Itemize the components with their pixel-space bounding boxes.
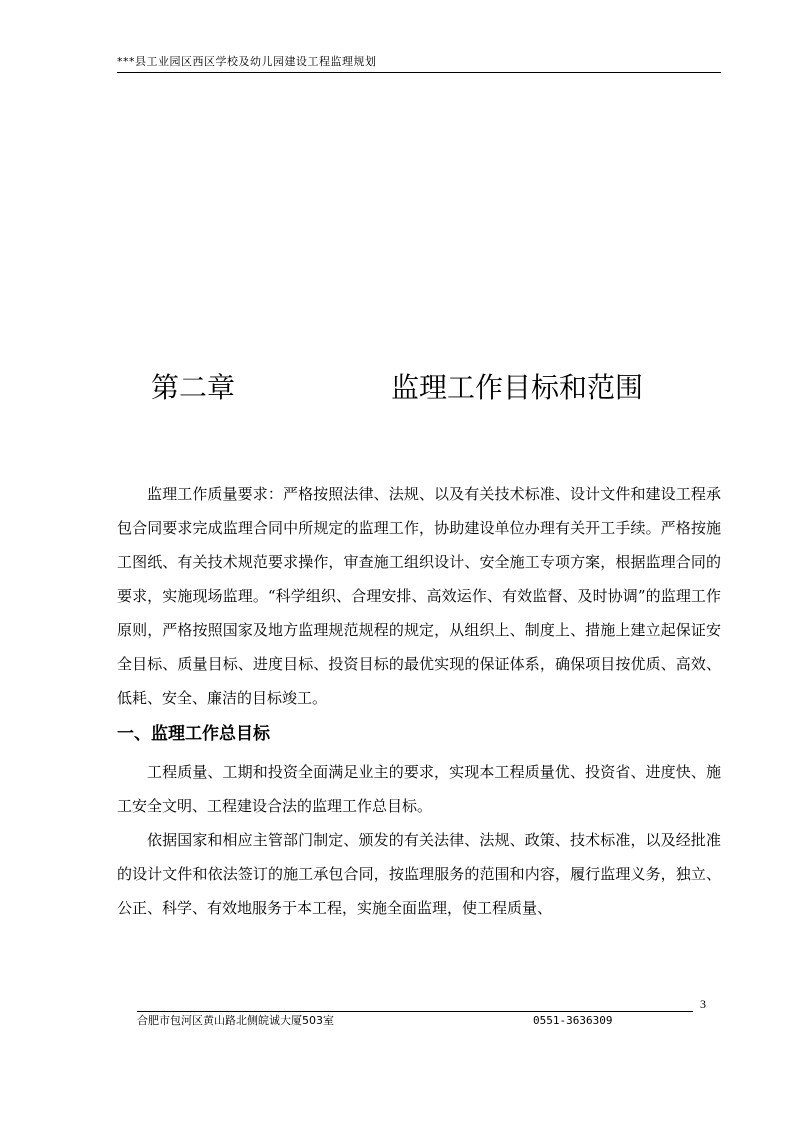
chapter-heading [0,370,794,406]
footer-phone: 0551-3636309 [533,1014,613,1027]
paragraph-overall-goal: 工程质量、工期和投资全面满足业主的要求，实现本工程质量优、投资省、进度快、施工安全文明、工程建设合法的监理工作总目标。 [117,763,721,815]
page-number: 3 [700,997,706,1011]
footer-divider [137,1011,693,1012]
page-footer [137,1014,697,1028]
body-content [117,477,721,925]
chapter-title: 监理工作目标和范围 [390,371,643,404]
paragraph-quality-requirements: 监理工作质量要求：严格按照法律、法规、以及有关技术标准、设计文件和建设工程承包合同要求完成监理合同中所规定的监理工作，协助建设单位办理有关开工手续。严格按施工图纸、有关技术规范要求操作，审查施工组织设计、安全施工专项方案，根据监理合同的要求，实施现场监理。“科学组织、合理安排、高效运作、有效监督、及时协调”的监理工作原则，严格按照国家及地方监理规范规程的规定，从组织上、制度上、措施上建立起保证安全目标、质量目标、进度目标、投资目标的最优实现的保证体系，确保项目按优质、高效、低耗、安全、廉洁的目标竣工。 [117,485,721,707]
chapter-number: 第二章 [150,371,235,404]
header-text: ***县工业园区西区学校及幼儿园建设工程监理规划 [117,55,377,68]
page-header [117,55,721,73]
section-heading: 一、监理工作总目标 [117,724,270,744]
paragraph-basis: 依据国家和相应主管部门制定、颁发的有关法律、法规、政策、技术标准，以及经批准的设计文件和依法签订的施工承包合同，按监理服务的范围和内容，履行监理义务，独立、公正、科学、有效地服务于本工程，实施全面监理，使工程质量、 [117,831,721,917]
footer-address: 合肥市包河区黄山路北侧皖诚大厦503室 [137,1014,334,1027]
